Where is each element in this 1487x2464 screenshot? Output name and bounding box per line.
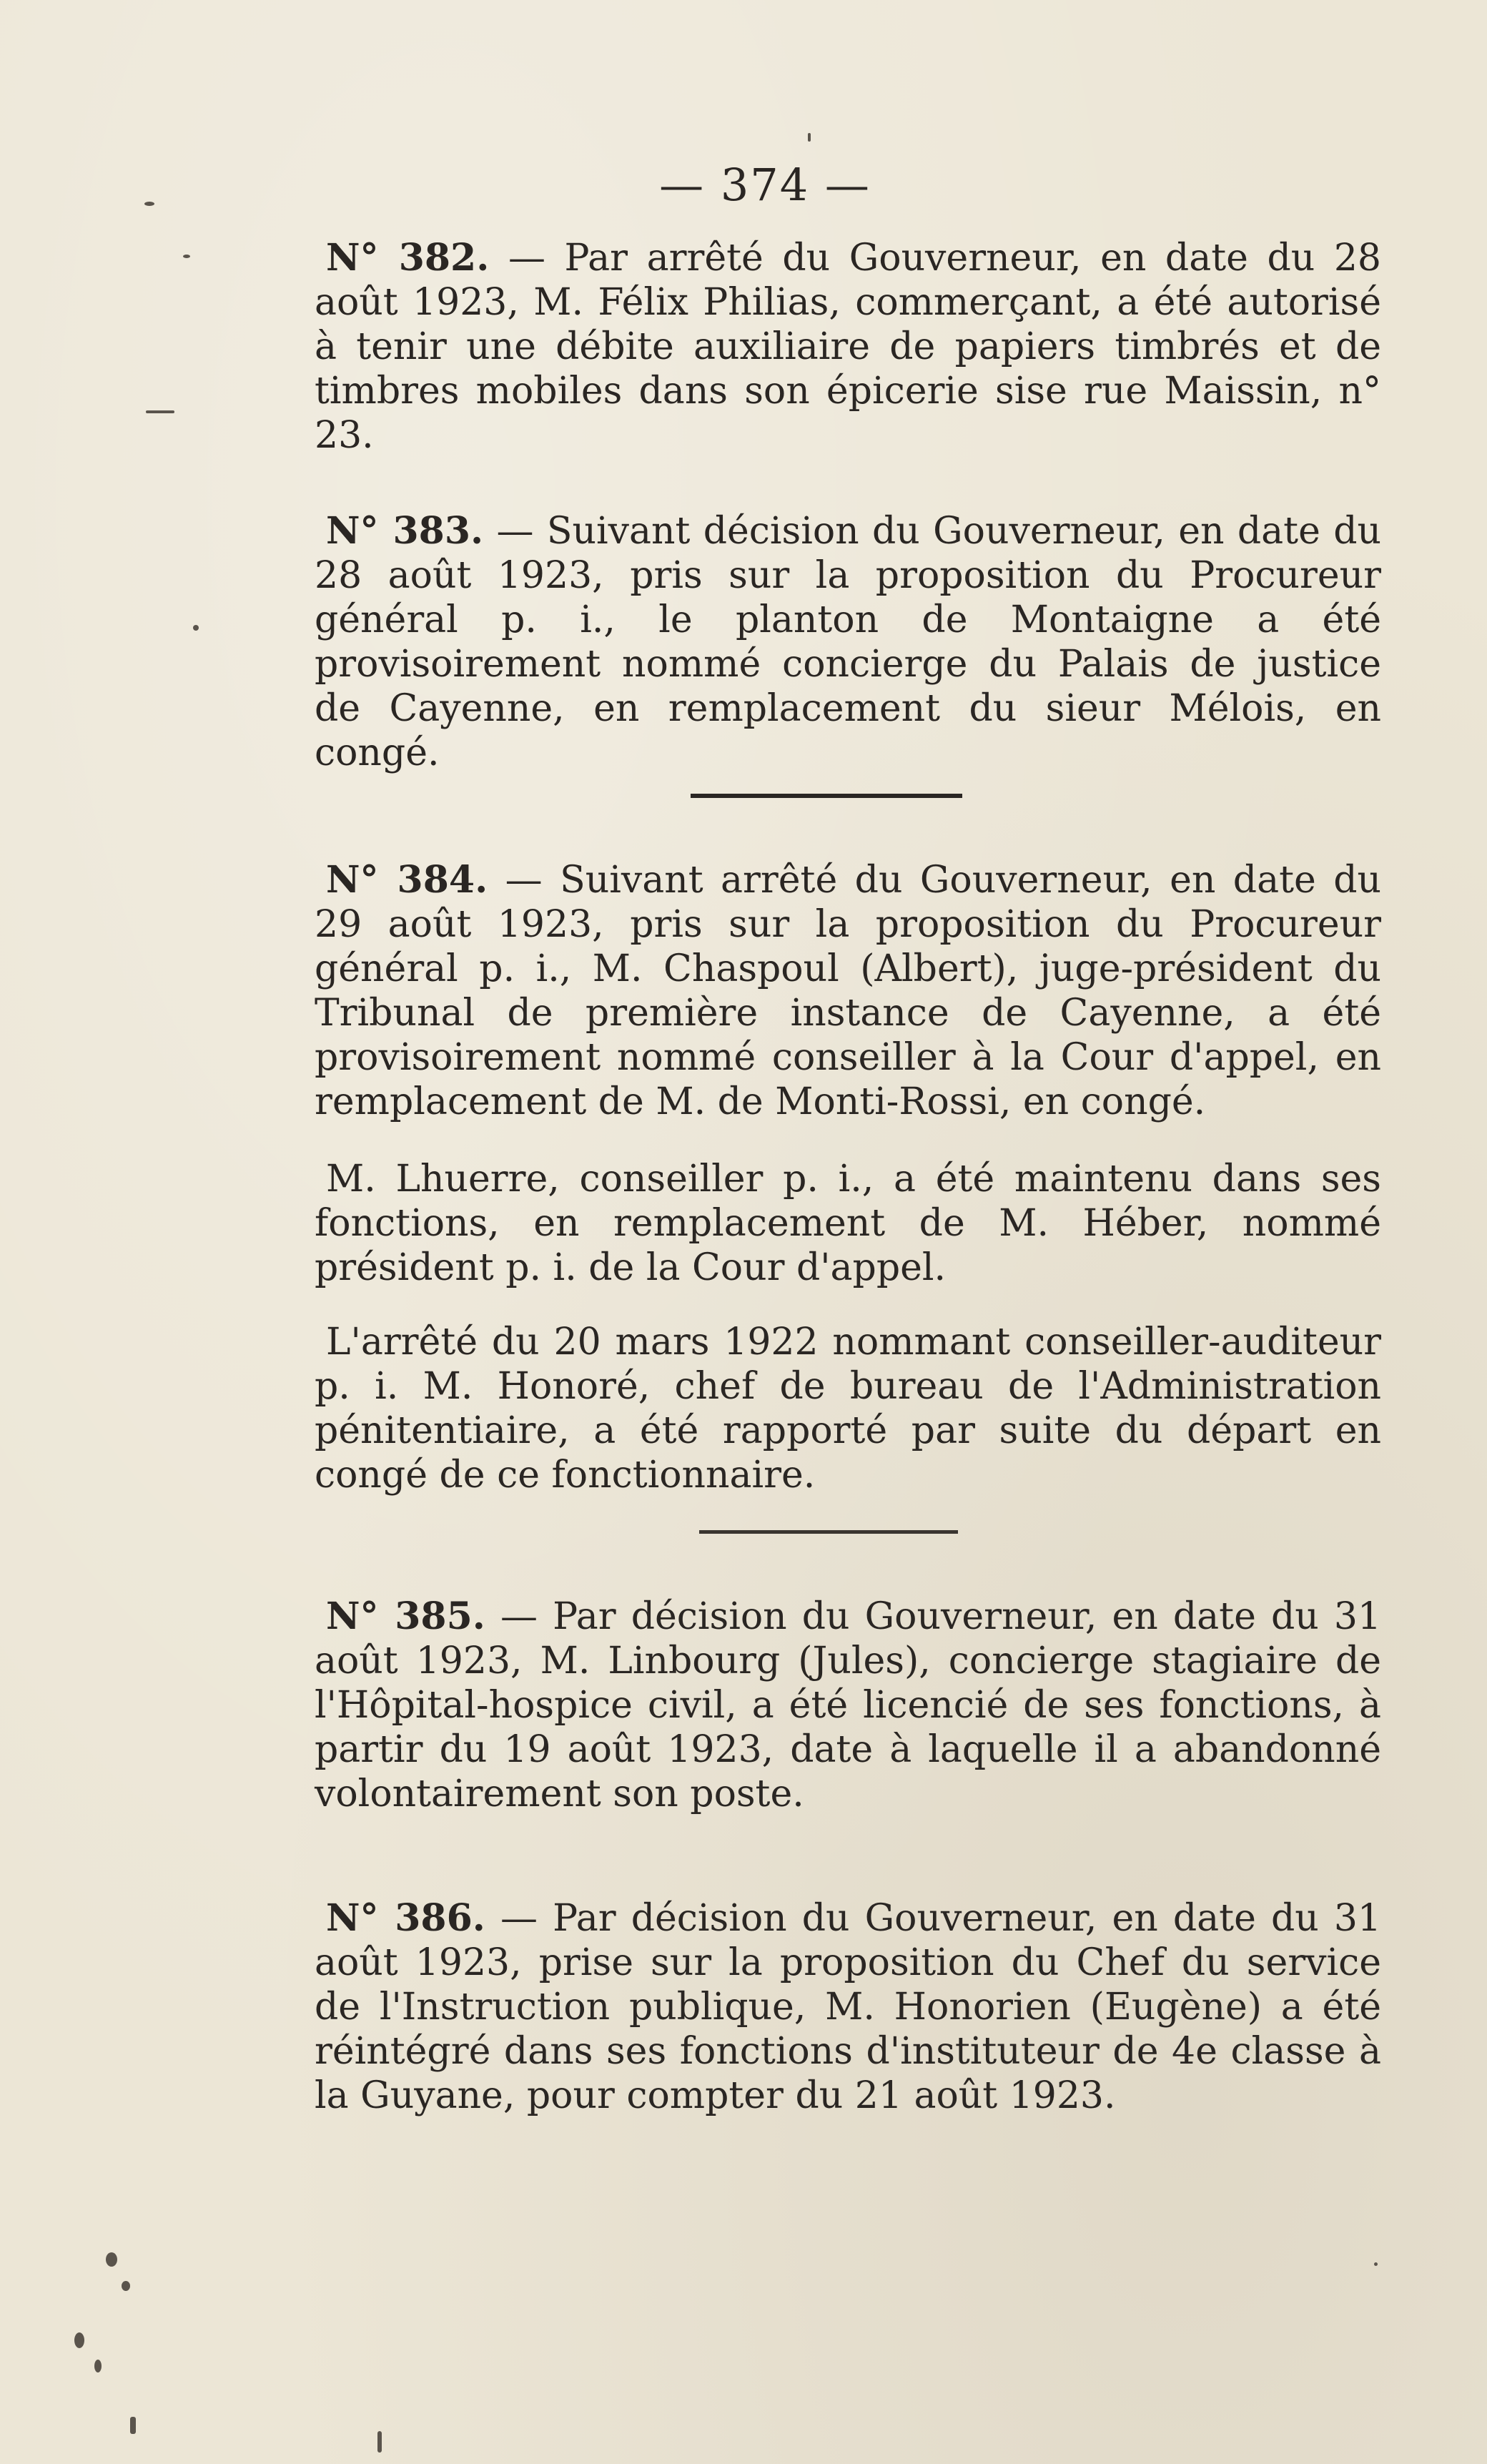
scan-speck [74,2332,84,2348]
entry-382 [315,236,1381,458]
entry-385 [315,1595,1381,1816]
entry-number: N° 384. [326,858,488,902]
scan-speck [146,410,174,413]
entry-384 [315,858,1381,1124]
entry-paragraph [315,1595,1381,1816]
page-number: — 374 — [659,159,871,211]
entry-text: — Suivant décision du Gouverneur, en date du 28 août 1923, pris sur la proposition du Procureur général p. i., le planton de Montaigne a été provisoirement nommé concierge du Palais de justice de Cayenne, en remplacement du sieur Mélois, en congé. [315,510,1381,774]
entry-text: M. Lhuerre, conseiller p. i., a été maintenu dans ses fonctions, en remplacement de M. Héber, nommé président p. i. de la Cour d'appel. [315,1158,1381,1289]
entry-number: N° 385. [326,1595,485,1638]
entry-text: — Par décision du Gouverneur, en date du 31 août 1923, prise sur la proposition du Chef du service de l'Instruction publique, M. Honorien (Eugène) a été réintégré dans ses fonctions d'instituteur de 4e classe à la Guyane, pour compter du 21 août 1923. [315,1897,1381,2117]
scan-speck [808,133,811,142]
entry-text: — Par décision du Gouverneur, en date du 31 août 1923, M. Linbourg (Jules), concierge stagiaire de l'Hôpital-hospice civil, a été licencié de ses fonctions, à partir du 19 août 1923, date à laquelle il a abandonné volontairement son poste. [315,1595,1381,1815]
entry-paragraph [315,1157,1381,1290]
entry-number: N° 383. [326,509,484,553]
scan-speck [1374,2262,1378,2266]
scan-speck [130,2417,136,2434]
entry-384-continuation-2 [315,1320,1381,1497]
entry-number: N° 386. [326,1896,485,1940]
scan-speck [122,2281,130,2291]
scan-speck [94,2360,102,2372]
entry-text: L'arrêté du 20 mars 1922 nommant conseiller-auditeur p. i. M. Honoré, chef de bureau de l'Administration pénitentiaire, a été rapporté par suite du départ en congé de ce fonctionnaire. [315,1321,1381,1497]
entry-paragraph [315,1896,1381,2118]
entry-text: — Par arrêté du Gouverneur, en date du 28 août 1923, M. Félix Philias, commerçant, a été autorisé à tenir une débite auxiliaire de papiers timbrés et de timbres mobiles dans son épicerie sise rue Maissin, n° 23. [315,237,1381,457]
entry-text: — Suivant arrêté du Gouverneur, en date du 29 août 1923, pris sur la proposition du Procureur général p. i., M. Chaspoul (Albert), juge-président du Tribunal de première instance de Cayenne, a été provisoirement nommé conseiller à la Cour d'appel, en remplacement de M. de Monti-Rossi, en congé. [315,859,1381,1123]
entry-paragraph [315,509,1381,775]
entry-paragraph [315,236,1381,458]
entry-number: N° 382. [326,236,490,280]
scan-speck [183,255,190,258]
scan-speck [377,2431,382,2453]
scan-speck [106,2252,117,2267]
entry-384-continuation-1 [315,1157,1381,1290]
entry-383 [315,509,1381,775]
section-divider [691,794,962,798]
scan-speck [193,625,199,631]
entry-386 [315,1896,1381,2118]
section-divider [699,1530,958,1534]
scan-speck [144,202,154,206]
entry-paragraph [315,858,1381,1124]
entry-paragraph [315,1320,1381,1497]
